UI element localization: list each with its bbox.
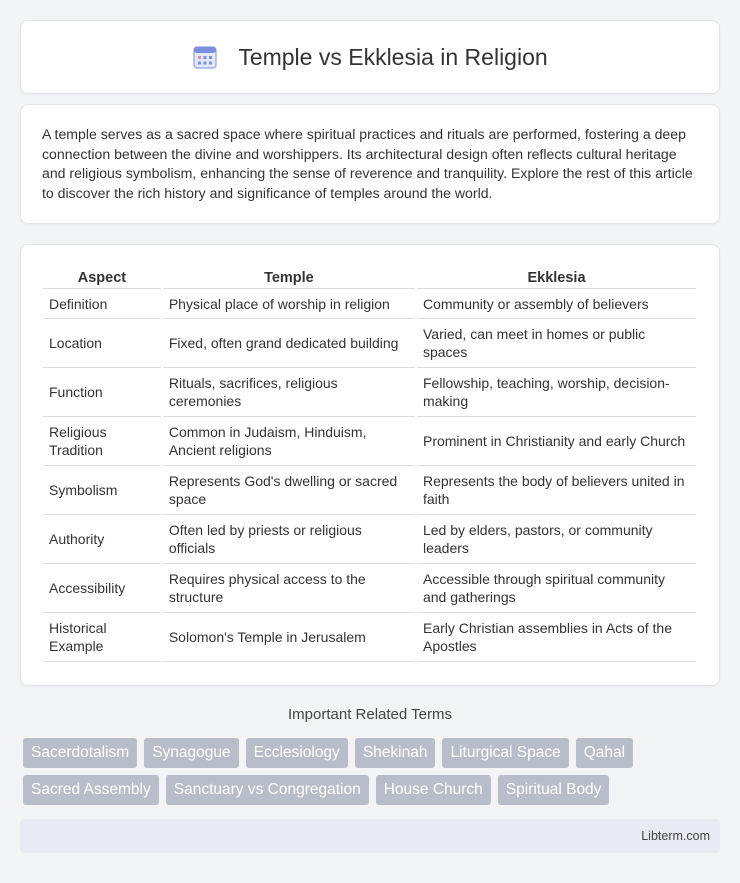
cell-aspect: Definition <box>43 289 161 319</box>
intro-card <box>20 104 720 224</box>
footer-site-link[interactable]: Libterm.com <box>641 829 710 843</box>
cell-ekklesia: Led by elders, pastors, or community leaders <box>417 515 696 564</box>
comparison-table <box>41 265 698 662</box>
cell-temple: Physical place of worship in religion <box>163 289 415 319</box>
cell-ekklesia: Community or assembly of believers <box>417 289 696 319</box>
header-aspect: Aspect <box>43 265 161 289</box>
tag-synagogue[interactable]: Synagogue <box>144 738 238 768</box>
table-header-row <box>43 265 696 289</box>
related-terms-title: Important Related Terms <box>288 706 452 723</box>
table-row <box>43 613 696 662</box>
footer <box>20 819 720 853</box>
tag-spiritual-body[interactable]: Spiritual Body <box>498 775 610 805</box>
cell-aspect: Historical Example <box>43 613 161 662</box>
cell-aspect: Accessibility <box>43 564 161 613</box>
cell-temple: Requires physical access to the structure <box>163 564 415 613</box>
cell-temple: Solomon's Temple in Jerusalem <box>163 613 415 662</box>
tag-row <box>23 738 723 768</box>
cell-ekklesia: Fellowship, teaching, worship, decision-making <box>417 368 696 417</box>
header-ekklesia: Ekklesia <box>417 265 696 289</box>
header-temple: Temple <box>163 265 415 289</box>
cell-aspect: Symbolism <box>43 466 161 515</box>
cell-aspect: Religious Tradition <box>43 417 161 466</box>
cell-temple: Common in Judaism, Hinduism, Ancient religions <box>163 417 415 466</box>
cell-ekklesia: Early Christian assemblies in Acts of the Apostles <box>417 613 696 662</box>
cell-ekklesia: Varied, can meet in homes or public spaces <box>417 319 696 368</box>
table-row <box>43 368 696 417</box>
table-row <box>43 289 696 319</box>
tag-house-church[interactable]: House Church <box>376 775 491 805</box>
calendar-icon <box>192 44 218 70</box>
intro-text: A temple serves as a sacred space where spiritual practices and rituals are performed, fostering a deep connection between the divine and worshippers. Its architectural design often reflects cultural heritage and religious symbolism, enhancing the sense of reverence and tranquility. Explore the rest of this article to discover the rich history and significance of temples around the world. <box>42 126 693 201</box>
page-title: Temple vs Ekklesia in Religion <box>238 43 548 70</box>
tag-sanctuary-vs-congregation[interactable]: Sanctuary vs Congregation <box>166 775 369 805</box>
cell-temple: Fixed, often grand dedicated building <box>163 319 415 368</box>
header-card <box>20 20 720 94</box>
cell-ekklesia: Prominent in Christianity and early Church <box>417 417 696 466</box>
cell-aspect: Authority <box>43 515 161 564</box>
tag-sacred-assembly[interactable]: Sacred Assembly <box>23 775 159 805</box>
table-row <box>43 466 696 515</box>
cell-temple: Rituals, sacrifices, religious ceremonies <box>163 368 415 417</box>
cell-aspect: Function <box>43 368 161 417</box>
cell-temple: Represents God's dwelling or sacred space <box>163 466 415 515</box>
cell-aspect: Location <box>43 319 161 368</box>
cell-ekklesia: Represents the body of believers united in faith <box>417 466 696 515</box>
tag-shekinah[interactable]: Shekinah <box>355 738 436 768</box>
tag-row <box>23 775 723 805</box>
table-row <box>43 564 696 613</box>
table-row <box>43 319 696 368</box>
table-row <box>43 515 696 564</box>
cell-ekklesia: Accessible through spiritual community and gatherings <box>417 564 696 613</box>
table-row <box>43 417 696 466</box>
tag-liturgical-space[interactable]: Liturgical Space <box>442 738 568 768</box>
comparison-table-card <box>20 244 720 686</box>
tag-ecclesiology[interactable]: Ecclesiology <box>246 738 348 768</box>
related-terms-tags <box>23 738 723 812</box>
tag-qahal[interactable]: Qahal <box>576 738 633 768</box>
cell-temple: Often led by priests or religious officials <box>163 515 415 564</box>
tag-sacerdotalism[interactable]: Sacerdotalism <box>23 738 137 768</box>
